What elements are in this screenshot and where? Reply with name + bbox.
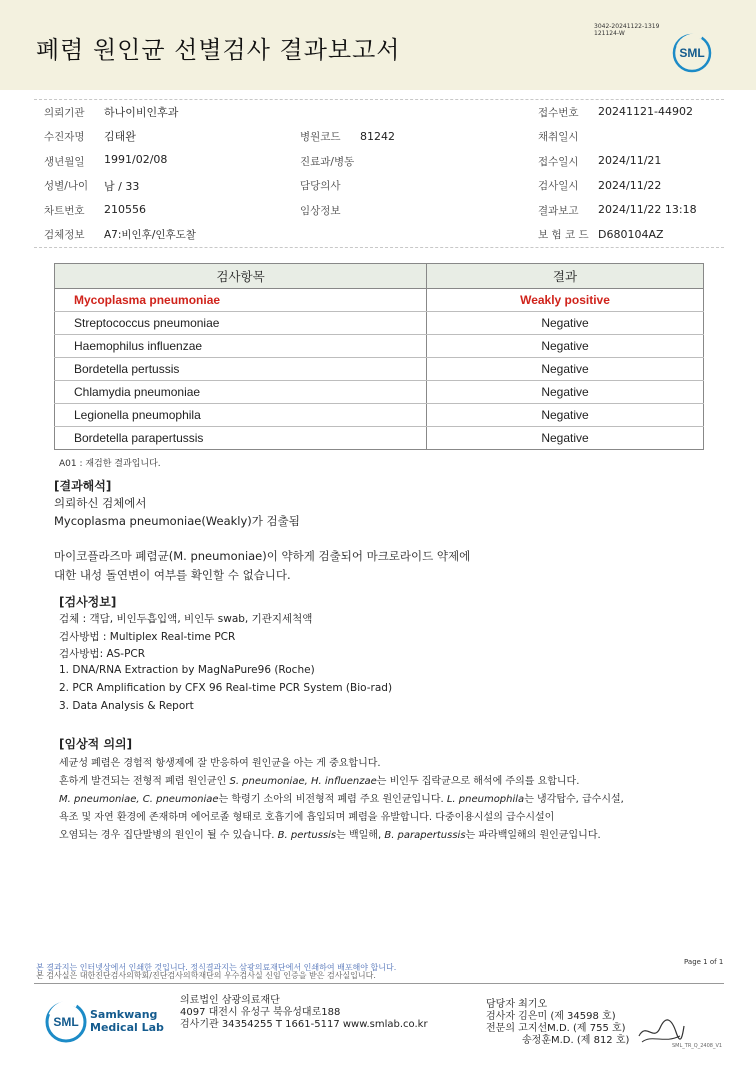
value-name: 김태완 [104,130,136,143]
text-run: 흔하게 발견되는 전형적 폐렴 원인균인 [59,776,230,787]
text-run: 는 냉각탑수, 급수시설, [524,794,624,805]
org-name: 의료법인 삼광의료재단 [180,995,280,1006]
org-address: 4097 대전시 유성구 북유성대로188 [180,1007,341,1018]
test-item: Legionella pneumophila [55,404,427,427]
value-chart-no: 210556 [104,203,146,216]
clinical-line [59,772,579,787]
page-number: Page 1 of 1 [684,958,724,966]
interpretation-line: 마이코플라즈마 폐렴균(M. pneumoniae)이 약하게 검출되어 마크로라이드 약제에 [54,549,471,563]
org-contact: 검사기관 34354255 T 1661-5117 www.smlab.co.kr [180,1019,428,1030]
label-sex-age: 성별/나이 [44,180,89,192]
tester: 검사자 김은미 (제 34598 호) [486,1011,616,1022]
table-header-row [55,264,704,289]
test-info-line: 검사방법 : Multiplex Real-time PCR [59,631,236,643]
value-receipt-no: 20241121-44902 [598,105,693,118]
sml-logo-icon [672,33,712,73]
table-row [55,335,704,358]
label-birth: 생년월일 [44,156,85,168]
organism-name: B. pertussis [277,830,337,841]
divider [34,247,724,248]
text-run: 는 파라백일해의 원인균입니다. [465,830,601,841]
text-run: 는 비인두 집락균으로 해석에 주의를 요합니다. [376,776,580,787]
test-result: Negative [427,427,704,450]
label-insurance-code: 보 험 코 드 [538,229,589,241]
value-insurance-code: D680104AZ [598,228,664,241]
test-info-line: 3. Data Analysis & Report [59,700,194,712]
table-row [55,427,704,450]
label-name: 수진자명 [44,131,85,143]
table-row [55,404,704,427]
test-info-line: 검사방법: AS-PCR [59,648,146,660]
value-specimen: A7:비인후/인후도찰 [104,229,196,241]
value-sex-age: 남 / 33 [104,180,140,193]
clinical-significance-heading: [임상적 의의] [59,737,133,751]
value-report-date: 2024/11/22 13:18 [598,203,697,216]
contact-person: 담당자 최기오 [486,999,548,1010]
specialist: 전문의 고지선M.D. (제 755 호) [486,1023,626,1034]
signature-icon [636,1016,686,1046]
clinical-line [59,826,601,841]
text-run: 는 백일해, [336,830,385,841]
accreditation-note: 본 검사실은 대한진단검사의학회/진단검사의학재단의 우수검사실 신임 인증을 받은 검사실입니다. [36,971,376,980]
label-report-date: 결과보고 [538,205,579,217]
clinical-line [59,790,624,805]
label-department: 진료과/병동 [300,156,355,168]
test-item: Streptococcus pneumoniae [55,312,427,335]
column-header-item: 검사항목 [55,264,427,289]
document-id [594,23,659,37]
brand-name [90,1008,164,1034]
test-info-line: 1. DNA/RNA Extraction by MagNaPure96 (Roche) [59,664,315,676]
test-result: Negative [427,404,704,427]
doc-id-line2: 121124-W [594,30,625,37]
label-specimen: 검체정보 [44,229,85,241]
page-title: 폐렴 원인균 선별검사 결과보고서 [36,36,401,64]
value-birth: 1991/02/08 [104,153,168,166]
label-doctor: 담당의사 [300,180,341,192]
text-run: 는 학령기 소아의 비전형적 폐렴 주요 원인균입니다. [218,794,447,805]
sml-logo-icon [44,1000,88,1044]
label-receipt-date: 접수일시 [538,156,579,168]
test-item: Haemophilus influenzae [55,335,427,358]
interpretation-line: 의뢰하신 검체에서 [54,496,147,510]
clinical-line: 욕조 및 자연 환경에 존재하며 에어로졸 형태로 호흡기에 흡입되며 폐렴을 유발합니다. 다중이용시설의 급수시설이 [59,812,555,823]
interpretation-line: 대한 내성 돌연변이 여부를 확인할 수 없습니다. [54,568,291,582]
brand-line: Samkwang [90,1008,158,1021]
test-result: Negative [427,358,704,381]
test-info-heading: [검사정보] [59,595,117,609]
table-row [55,289,704,312]
label-clinical-info: 임상정보 [300,205,341,217]
test-result: Negative [427,381,704,404]
test-info-line: 검체 : 객담, 비인두흡입액, 비인두 swab, 기관지세척액 [59,613,313,625]
results-table [54,263,704,450]
interpretation-heading: [결과해석] [54,479,112,493]
test-item: Chlamydia pneumoniae [55,381,427,404]
interpretation-line: Mycoplasma pneumoniae(Weakly)가 검출됨 [54,514,300,528]
doc-id-line1: 3042-20241122-1319 [594,23,660,30]
logo-text: SML [679,46,705,60]
organism-name: M. pneumoniae, C. pneumoniae [59,794,219,805]
text-run: 오염되는 경우 집단발병의 원인이 될 수 있습니다. [59,830,278,841]
organism-name: S. pneumoniae, H. influenzae [229,776,377,787]
column-header-result: 결과 [427,264,704,289]
org-info [180,995,428,1031]
organism-name: L. pneumophila [446,794,525,805]
label-hospital-code: 병원코드 [300,131,341,143]
organism-name: B. parapertussis [384,830,466,841]
test-result: Weakly positive [427,289,704,312]
table-row [55,312,704,335]
value-institution: 하나이비인후과 [104,106,179,119]
table-row [55,358,704,381]
test-item: Bordetella parapertussis [55,427,427,450]
test-result: Negative [427,312,704,335]
divider [34,99,724,100]
staff-info [486,999,629,1047]
retest-note: A01 : 재검한 결과입니다. [59,459,161,469]
value-hospital-code: 81242 [360,130,395,143]
table-row [55,381,704,404]
clinical-line: 세균성 폐렴은 경험적 항생제에 잘 반응하여 원인균을 아는 게 중요합니다. [59,758,381,769]
test-result: Negative [427,335,704,358]
specialist: 송정훈M.D. (제 812 호) [522,1035,630,1046]
label-collection-date: 채취일시 [538,131,579,143]
test-item: Mycoplasma pneumoniae [55,289,427,312]
print-disclaimer: 본 결과지는 인터넷상에서 인쇄한 것입니다. 정식결과지는 삼광의료재단에서 인쇄하여 배포해야 합니다. [36,963,397,972]
value-test-date: 2024/11/22 [598,179,662,192]
test-item: Bordetella pertussis [55,358,427,381]
label-test-date: 검사일시 [538,180,579,192]
value-receipt-date: 2024/11/21 [598,154,662,167]
label-institution: 의뢰기관 [44,107,85,119]
logo-text: SML [53,1015,79,1029]
form-code: SML_TR_Q_2408_V1 [672,1043,723,1049]
brand-line: Medical Lab [90,1021,164,1034]
label-receipt-no: 접수번호 [538,107,579,119]
test-info-line: 2. PCR Amplification by CFX 96 Real-time PCR System (Bio-rad) [59,682,393,694]
divider [34,983,724,984]
label-chart-no: 차트번호 [44,205,85,217]
